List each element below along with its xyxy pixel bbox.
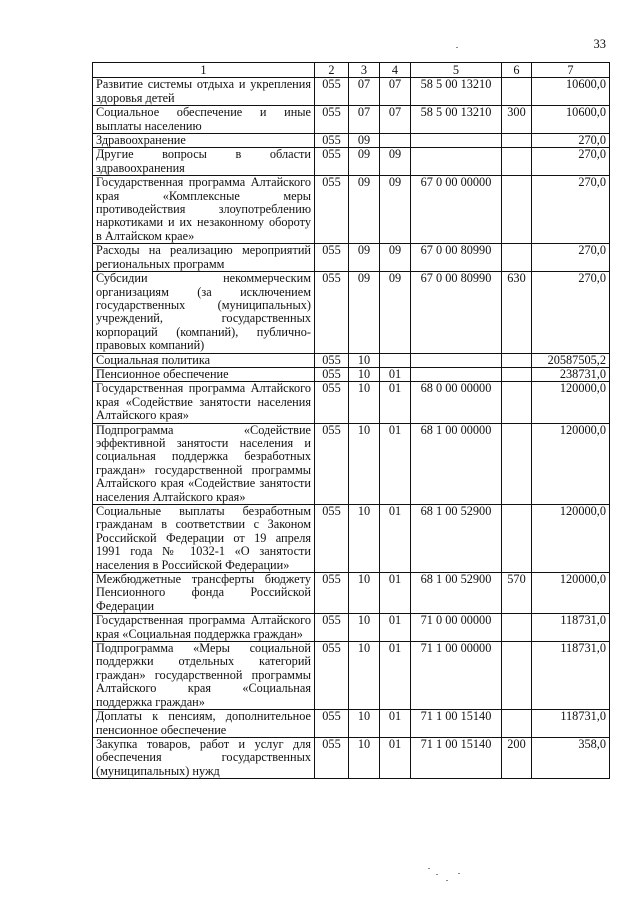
subsection-code: 01 — [380, 737, 411, 778]
table-row — [93, 710, 610, 738]
ministry-code: 055 — [315, 614, 349, 642]
amount: 118731,0 — [532, 642, 610, 710]
expense-type-code — [502, 176, 532, 244]
table-row — [93, 106, 610, 134]
ministry-code: 055 — [315, 176, 349, 244]
target-article-code: 68 1 00 00000 — [411, 423, 502, 504]
expense-type-code: 200 — [502, 737, 532, 778]
scan-speck — [436, 874, 438, 875]
column-header-1: 1 — [93, 63, 315, 78]
expense-type-code: 630 — [502, 272, 532, 353]
item-name: Доплаты к пенсиям, дополнительное пенсионное обеспечение — [93, 710, 315, 738]
section-code: 09 — [349, 244, 380, 272]
section-code: 10 — [349, 367, 380, 381]
section-code: 10 — [349, 737, 380, 778]
target-article-code: 71 1 00 15140 — [411, 710, 502, 738]
subsection-code: 01 — [380, 382, 411, 423]
subsection-code: 07 — [380, 78, 411, 106]
table-row — [93, 382, 610, 423]
subsection-code: 01 — [380, 573, 411, 614]
ministry-code: 055 — [315, 244, 349, 272]
subsection-code: 01 — [380, 367, 411, 381]
table-row — [93, 176, 610, 244]
item-name: Другие вопросы в области здравоохранения — [93, 148, 315, 176]
item-name: Закупка товаров, работ и услуг для обеспечения государственных (муниципальных) нужд — [93, 737, 315, 778]
table-row — [93, 642, 610, 710]
scan-speck — [458, 873, 460, 874]
amount: 270,0 — [532, 244, 610, 272]
target-article-code: 71 1 00 15140 — [411, 737, 502, 778]
table-row — [93, 148, 610, 176]
subsection-code: 07 — [380, 106, 411, 134]
ministry-code: 055 — [315, 78, 349, 106]
section-code: 09 — [349, 176, 380, 244]
amount: 118731,0 — [532, 614, 610, 642]
table-row — [93, 272, 610, 353]
table-body — [93, 78, 610, 779]
item-name: Социальное обеспечение и иные выплаты населению — [93, 106, 315, 134]
target-article-code — [411, 367, 502, 381]
scan-speck — [456, 47, 458, 48]
ministry-code: 055 — [315, 367, 349, 381]
expense-type-code — [502, 642, 532, 710]
table-row — [93, 737, 610, 778]
target-article-code: 67 0 00 00000 — [411, 176, 502, 244]
subsection-code: 01 — [380, 423, 411, 504]
amount: 120000,0 — [532, 423, 610, 504]
section-code: 09 — [349, 134, 380, 148]
table-row — [93, 367, 610, 381]
ministry-code: 055 — [315, 272, 349, 353]
item-name: Социальные выплаты безработным гражданам в соответствии с Законом Российской Федерации от 19 апреля 1991 года № 1032-1 «О занятости населения в Российской Федерации» — [93, 505, 315, 573]
target-article-code: 68 1 00 52900 — [411, 505, 502, 573]
section-code: 10 — [349, 505, 380, 573]
subsection-code — [380, 134, 411, 148]
expense-type-code — [502, 382, 532, 423]
item-name: Социальная политика — [93, 353, 315, 367]
subsection-code: 01 — [380, 710, 411, 738]
page-number: 33 — [593, 37, 606, 51]
ministry-code: 055 — [315, 134, 349, 148]
table-row — [93, 78, 610, 106]
table-header-row — [93, 63, 610, 78]
item-name: Государственная программа Алтайского края «Содействие занятости населения Алтайского края» — [93, 382, 315, 423]
subsection-code: 01 — [380, 505, 411, 573]
subsection-code: 01 — [380, 614, 411, 642]
amount: 20587505,2 — [532, 353, 610, 367]
amount: 270,0 — [532, 272, 610, 353]
amount: 10600,0 — [532, 78, 610, 106]
expense-type-code — [502, 134, 532, 148]
item-name: Здравоохранение — [93, 134, 315, 148]
ministry-code: 055 — [315, 382, 349, 423]
expense-type-code — [502, 148, 532, 176]
expense-type-code — [502, 78, 532, 106]
ministry-code: 055 — [315, 642, 349, 710]
expense-type-code — [502, 353, 532, 367]
ministry-code: 055 — [315, 353, 349, 367]
amount: 358,0 — [532, 737, 610, 778]
subsection-code: 09 — [380, 272, 411, 353]
table-row — [93, 423, 610, 504]
ministry-code: 055 — [315, 573, 349, 614]
column-header-7: 7 — [532, 63, 610, 78]
ministry-code: 055 — [315, 710, 349, 738]
expense-type-code — [502, 367, 532, 381]
section-code: 10 — [349, 353, 380, 367]
item-name: Пенсионное обеспечение — [93, 367, 315, 381]
subsection-code: 01 — [380, 642, 411, 710]
section-code: 10 — [349, 642, 380, 710]
item-name: Развитие системы отдыха и укрепления здоровья детей — [93, 78, 315, 106]
amount: 120000,0 — [532, 382, 610, 423]
subsection-code: 09 — [380, 244, 411, 272]
column-header-6: 6 — [502, 63, 532, 78]
budget-table — [92, 62, 610, 779]
amount: 120000,0 — [532, 505, 610, 573]
ministry-code: 055 — [315, 423, 349, 504]
ministry-code: 055 — [315, 106, 349, 134]
target-article-code: 58 5 00 13210 — [411, 78, 502, 106]
table-row — [93, 134, 610, 148]
target-article-code — [411, 148, 502, 176]
target-article-code: 67 0 00 80990 — [411, 244, 502, 272]
item-name: Субсидии некоммерческим организациям (за исключением государственных (муниципальных) учреждений, государственных корпораций (компаний), публично-правовых компаний) — [93, 272, 315, 353]
table-row — [93, 573, 610, 614]
section-code: 10 — [349, 573, 380, 614]
item-name: Подпрограмма «Меры социальной поддержки отдельных категорий граждан» государственной программы Алтайского края «Социальная поддержка граждан» — [93, 642, 315, 710]
amount: 270,0 — [532, 148, 610, 176]
item-name: Межбюджетные трансферты бюджету Пенсионного фонда Российской Федерации — [93, 573, 315, 614]
item-name: Подпрограмма «Содействие эффективной занятости населения и социальная поддержка безработных граждан» государственной программы Алтайского края «Содействие занятости населения Алтайского края» — [93, 423, 315, 504]
ministry-code: 055 — [315, 737, 349, 778]
section-code: 09 — [349, 272, 380, 353]
expense-type-code — [502, 614, 532, 642]
table-row — [93, 244, 610, 272]
section-code: 10 — [349, 614, 380, 642]
expense-type-code: 570 — [502, 573, 532, 614]
item-name: Государственная программа Алтайского края «Комплексные меры противодействия злоупотреблению наркотиками и их незаконному обороту в Алтайском крае» — [93, 176, 315, 244]
table-row — [93, 505, 610, 573]
amount: 118731,0 — [532, 710, 610, 738]
section-code: 07 — [349, 78, 380, 106]
target-article-code: 58 5 00 13210 — [411, 106, 502, 134]
expense-type-code — [502, 423, 532, 504]
subsection-code: 09 — [380, 148, 411, 176]
section-code: 10 — [349, 710, 380, 738]
column-header-4: 4 — [380, 63, 411, 78]
column-header-2: 2 — [315, 63, 349, 78]
expense-type-code — [502, 710, 532, 738]
table-row — [93, 614, 610, 642]
expense-type-code — [502, 244, 532, 272]
amount: 10600,0 — [532, 106, 610, 134]
expense-type-code — [502, 505, 532, 573]
amount: 270,0 — [532, 134, 610, 148]
expense-type-code: 300 — [502, 106, 532, 134]
target-article-code: 71 0 00 00000 — [411, 614, 502, 642]
scan-speck — [428, 868, 430, 869]
column-header-5: 5 — [411, 63, 502, 78]
amount: 238731,0 — [532, 367, 610, 381]
ministry-code: 055 — [315, 505, 349, 573]
target-article-code — [411, 353, 502, 367]
target-article-code: 67 0 00 80990 — [411, 272, 502, 353]
target-article-code: 68 0 00 00000 — [411, 382, 502, 423]
amount: 270,0 — [532, 176, 610, 244]
item-name: Расходы на реализацию мероприятий региональных программ — [93, 244, 315, 272]
section-code: 07 — [349, 106, 380, 134]
section-code: 10 — [349, 382, 380, 423]
ministry-code: 055 — [315, 148, 349, 176]
section-code: 10 — [349, 423, 380, 504]
subsection-code: 09 — [380, 176, 411, 244]
scan-speck — [446, 880, 448, 881]
amount: 120000,0 — [532, 573, 610, 614]
column-header-3: 3 — [349, 63, 380, 78]
target-article-code: 71 1 00 00000 — [411, 642, 502, 710]
table-row — [93, 353, 610, 367]
target-article-code: 68 1 00 52900 — [411, 573, 502, 614]
subsection-code — [380, 353, 411, 367]
section-code: 09 — [349, 148, 380, 176]
item-name: Государственная программа Алтайского края «Социальная поддержка граждан» — [93, 614, 315, 642]
target-article-code — [411, 134, 502, 148]
